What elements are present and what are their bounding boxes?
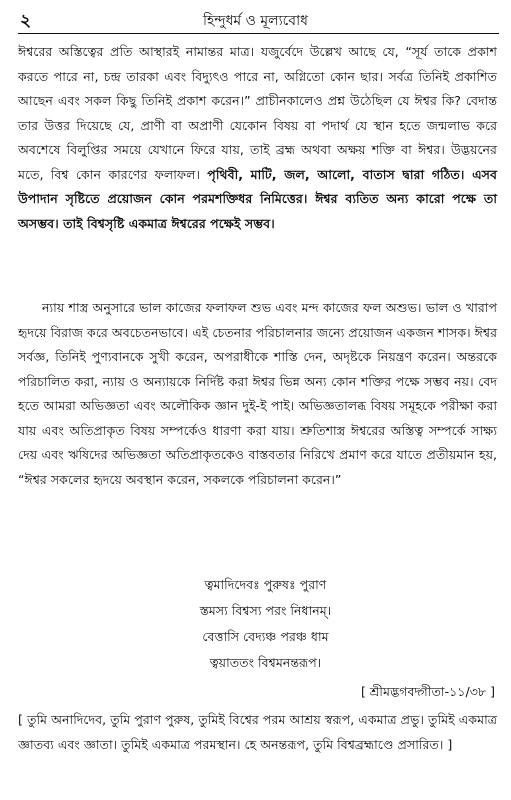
paragraph-2: ন্যায় শাস্ত্র অনুসারে ভাল কাজের ফলাফল শুভ এবং মন্দ কাজের ফল অশুভ। ভাল ও খারাপ হৃদয়ে বিরাজ করে অবচেতনভাবে। এই চেতনার পরিচালনার জন্যে প্রয়োজন একজন শাসক। ঈশ্বর সর্বজ্ঞ, তিনিই পুণ্যবানকে সুখী করেন, অপরাধীকে শাস্তি দেন, অদৃষ্টকে নিয়ন্ত্রণ করেন। অন্তরকে পরিচালিত করা, ন্যায় ও অন্যায়কে নির্দিষ্ট করা ঈশ্বর ভিন্ন অন্য কোন শক্তির পক্ষে সম্ভব নয়। বেদ হতে আমরা অভিজ্ঞতা এবং অলৌকিক জ্ঞান দুই-ই পাই। অভিজ্ঞতালব্ধ বিষয় সমূহকে পরীক্ষা করা যায় এবং অতিপ্রাকৃত বিষয় সম্পর্কেও ধারণা করা যায়। শ্রুতিশাস্ত্র ঈশ্বরের অস্তিত্ব সম্পর্কে সাক্ষ্য দেয় এবং ঋষিদের অভিজ্ঞতা অতিপ্রাকৃতকেও বাস্তবতার নিরিখে প্রমাণ করে যাতে প্রতীয়মান হয়, “ঈশ্বর সকলের হৃদয়ে অবস্থান করেন, সকলকে পরিচালনা করেন।” — [18, 300, 497, 487]
verse-citation: [ শ্রীমদ্ভগবদ্গীতা-১১/৩৮ ] — [361, 684, 495, 699]
page-header — [18, 8, 493, 30]
paragraph-1-bold-text: পৃথিবী, মাটি, জল, আলো, বাতাস দ্বারা গঠিত। এসব উপাদান সৃষ্টিতে প্রয়োজন কোন পরমশক্তিধর নিমিত্তের। ঈশ্বর ব্যতিত অন্য কারো পক্ষে তা অসম্ভব। তাই বিশ্বসৃষ্টি একমাত্র ঈশ্বরের পক্ষেই সম্ভব। — [18, 166, 497, 231]
paragraph-1-text: ঈশ্বরের অস্তিত্বের প্রতি আস্থারই নামান্তর মাত্র। যজুর্বেদে উল্লেখ আছে যে, “সূর্য তাকে প্রকাশ করতে পারে না, চন্দ্র তারকা এবং বিদ্যুৎও পারে না, অগ্নিতো কোন ছার। সর্বত্র তিনিই প্রকাশিত আছেন এবং সকল কিছু তিনিই প্রকাশ করেন।” প্রাচীনকালেও প্রশ্ন উঠেছিল যে ঈশ্বর কি? বেদান্ত তার উত্তর দিয়েছে যে, প্রাণী বা অপ্রাণী যেকোন বিষয় বা পদার্থ যে স্থান হতে জন্মলাভ করে অবশেষে বিলুপ্তির সময়ে যেখানে ফিরে যায়, তাই ব্রহ্ম অথবা অক্ষয় শক্তি বা ঈশ্বর। উদ্ভয়নের মতে, বিশ্ব কোন কারণের ফলাফল। — [18, 44, 497, 182]
header-rule — [18, 33, 499, 34]
running-title: হিন্দুধর্ম ও মূল্যবোধ — [202, 13, 308, 29]
verse-line-2: স্তমস্য বিশ্বস্য পরং নিধানম্। — [199, 603, 332, 618]
paragraph-1 — [18, 40, 497, 236]
verse-line-4: ত্বয়াততং বিশ্বমনন্তরূপ। — [209, 655, 322, 670]
verse-line-3: বেত্তাসি বেদ্যঞ্চ পরঞ্চ ধাম — [202, 629, 329, 644]
verse-translation: [ তুমি অনাদিদেব, তুমি পুরাণ পুরুষ, তুমিই বিশ্বের পরম আশ্রয় স্বরূপ, একমাত্র প্রভু। তুমিই একমাত্র জ্ঞাতব্য এবং জ্ঞাতা। তুমিই একমাত্র পরমস্থান। হে অনন্তরূপ, তুমি বিশ্বব্রহ্মাণ্ডে প্রসারিত। ] — [18, 712, 497, 752]
page-number: ২ — [20, 11, 32, 31]
verse-line-1: ত্বমাদিদেবঃ পুরুষঃ পুরাণ — [204, 577, 327, 592]
